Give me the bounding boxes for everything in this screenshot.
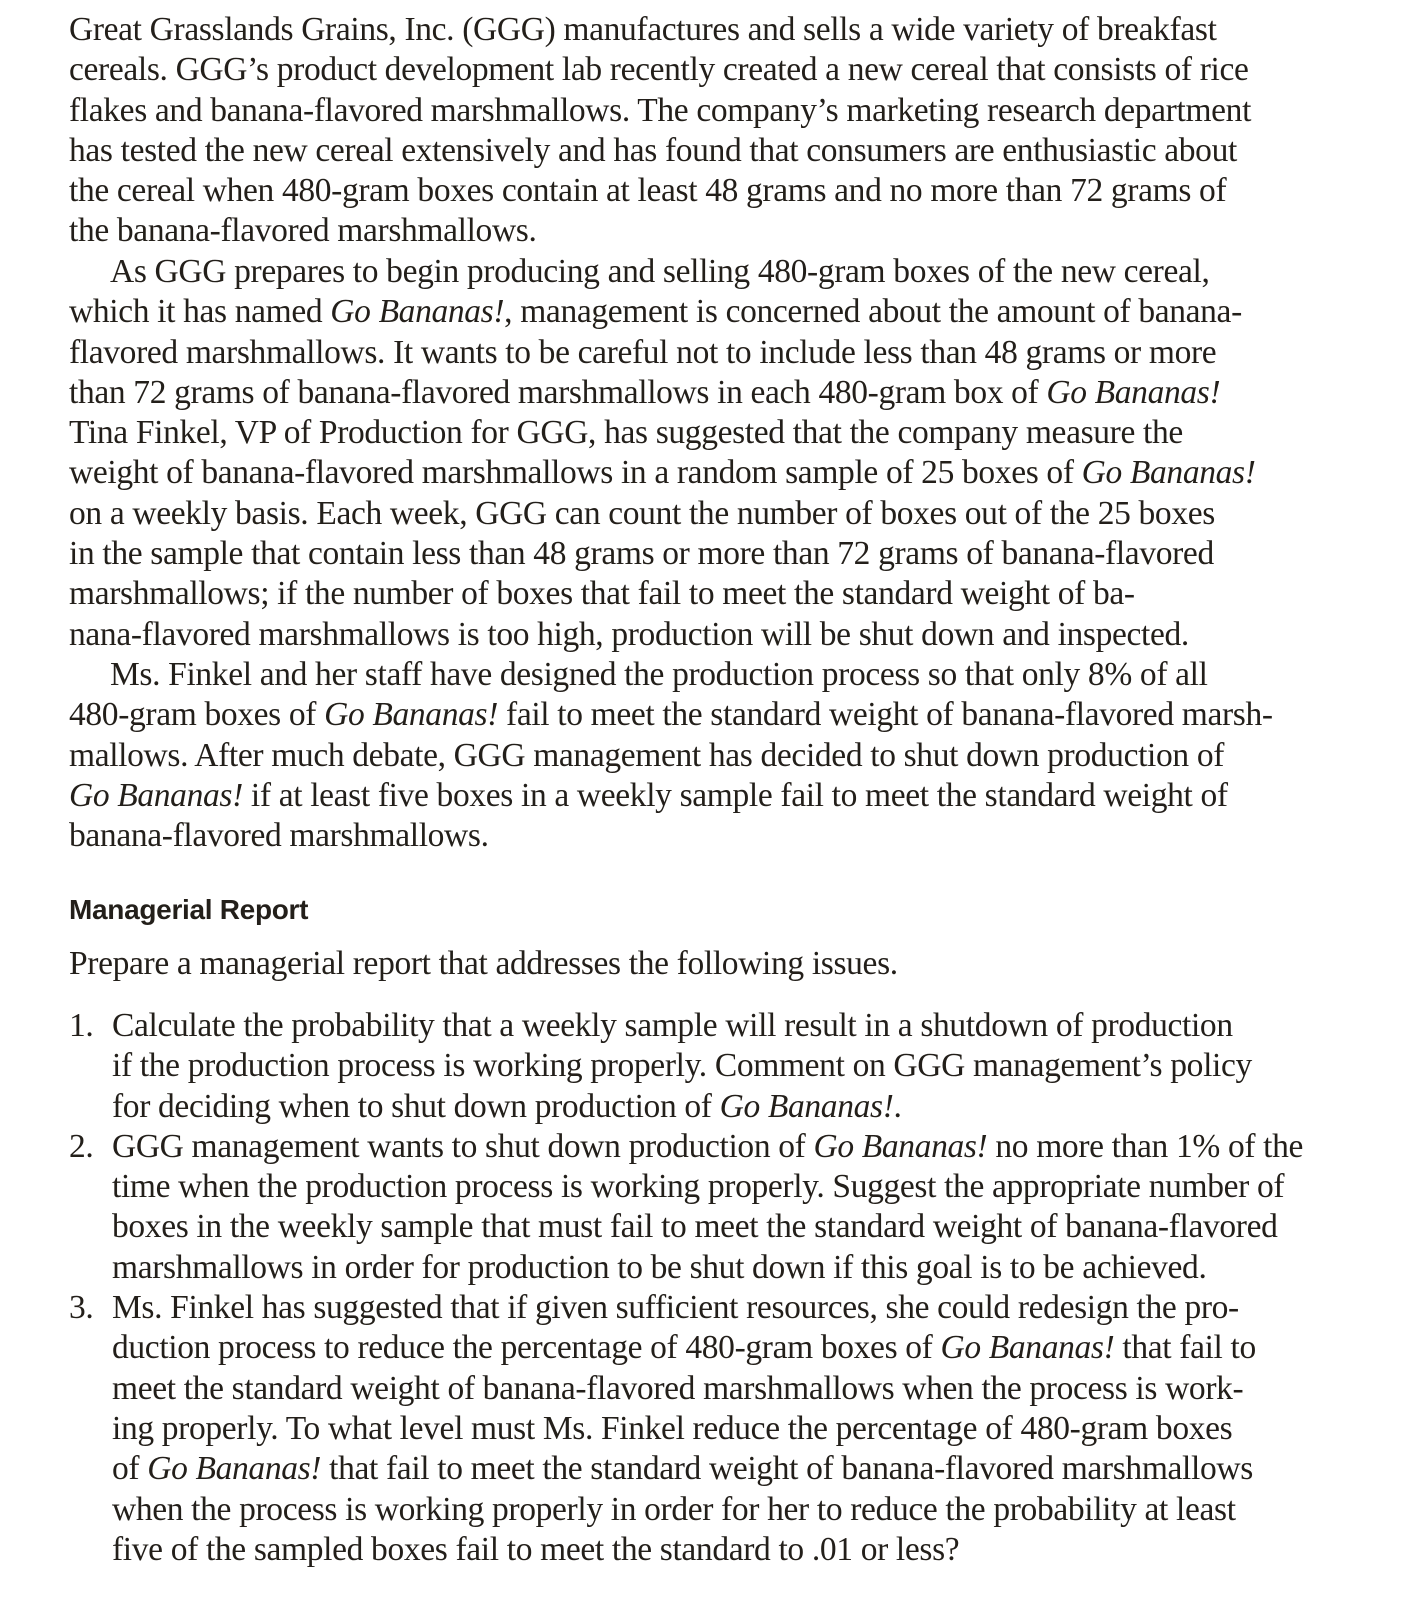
list-item bbox=[69, 1006, 1303, 1127]
text-run: As GGG prepares to begin producing and selling 480-gram boxes of the new cereal, bbox=[110, 253, 1210, 290]
text-line bbox=[112, 1530, 1303, 1570]
text-line bbox=[69, 574, 1256, 614]
text-line bbox=[69, 655, 1273, 695]
product-name: Go Bananas! bbox=[719, 1087, 894, 1125]
text-run: mallows. After much debate, GGG management has decided to shut down production of bbox=[69, 736, 1225, 774]
text-run: time when the production process is working properly. Suggest the appropriate number of bbox=[112, 1168, 1285, 1206]
text-run: boxes in the weekly sample that must fail to meet the standard weight of banana-flavored bbox=[112, 1208, 1278, 1246]
text-line bbox=[69, 453, 1256, 493]
text-line: the banana-flavored marshmallows. bbox=[69, 212, 537, 250]
text-run: in the sample that contain less than 48 grams or more than 72 grams of banana-flavored bbox=[69, 535, 1214, 573]
report-intro bbox=[69, 944, 898, 984]
list-number: 2. bbox=[69, 1127, 94, 1165]
text-run: on a weekly basis. Each week, GGG can count the number of boxes out of the 25 boxes bbox=[69, 494, 1215, 532]
text-line: cereals. GGG’s product development lab recently created a new cereal that consists of rice bbox=[69, 51, 1249, 89]
text-run: if the production process is working properly. Comment on GGG management’s policy bbox=[112, 1047, 1252, 1085]
text-line bbox=[69, 776, 1273, 816]
section-heading: Managerial Report bbox=[69, 894, 309, 925]
text-line bbox=[112, 1248, 1303, 1288]
text-line: Prepare a managerial report that addresses the following issues. bbox=[69, 945, 898, 982]
text-run: if at least five boxes in a weekly sample fail to meet the standard weight of bbox=[242, 776, 1228, 814]
text-line: the cereal when 480-gram boxes contain at least 48 grams and no more than 72 grams of bbox=[69, 172, 1227, 210]
text-run: Ms. Finkel has suggested that if given sufficient resources, she could redesign the pro- bbox=[112, 1289, 1239, 1327]
list-number: 1. bbox=[69, 1007, 94, 1044]
text-line bbox=[69, 615, 1256, 655]
text-run: ing properly. To what level must Ms. Finkel reduce the percentage of 480-gram boxes bbox=[112, 1409, 1233, 1447]
text-line bbox=[112, 1328, 1303, 1368]
case-paragraph-2 bbox=[69, 252, 1256, 655]
text-line bbox=[112, 1167, 1303, 1207]
product-name: Go Bananas! bbox=[330, 293, 505, 331]
text-line bbox=[112, 1127, 1303, 1167]
text-run: when the process is working properly in order for her to reduce the probability at least bbox=[112, 1490, 1236, 1528]
text-line bbox=[112, 1207, 1303, 1247]
text-line bbox=[69, 816, 1273, 856]
text-line bbox=[69, 534, 1256, 574]
text-run: 480-gram boxes of bbox=[69, 696, 325, 734]
text-run: nana-flavored marshmallows is too high, production will be shut down and inspected. bbox=[69, 615, 1189, 653]
text-run: flavored marshmallows. It wants to be careful not to include less than 48 grams or more bbox=[69, 333, 1217, 371]
text-line bbox=[112, 1046, 1303, 1086]
text-run: banana-flavored marshmallows. bbox=[69, 817, 489, 855]
text-run: Ms. Finkel and her staff have designed the production process so that only 8% of all bbox=[110, 656, 1208, 693]
text-run: marshmallows; if the number of boxes that fail to meet the standard weight of ba- bbox=[69, 575, 1135, 613]
text-line bbox=[69, 333, 1256, 373]
list-number: 3. bbox=[69, 1289, 94, 1327]
text-line bbox=[112, 1006, 1303, 1046]
text-run: that fail to bbox=[1114, 1329, 1256, 1367]
text-run: , management is concerned about the amount of banana- bbox=[504, 293, 1242, 331]
product-name: Go Bananas! bbox=[1081, 454, 1256, 492]
list-item bbox=[69, 1127, 1303, 1288]
text-line bbox=[69, 373, 1256, 413]
report-issues-list bbox=[69, 1006, 1303, 1570]
text-run: five of the sampled boxes fail to meet the standard to .01 or less? bbox=[112, 1530, 960, 1568]
text-line bbox=[69, 292, 1256, 332]
text-line bbox=[112, 1409, 1303, 1449]
text-run: fail to meet the standard weight of banana-flavored marsh- bbox=[498, 696, 1273, 734]
text-run: . bbox=[893, 1087, 902, 1125]
text-line bbox=[112, 1087, 1303, 1127]
text-line bbox=[112, 1288, 1303, 1328]
text-run: weight of banana-flavored marshmallows in a random sample of 25 boxes of bbox=[69, 454, 1082, 492]
product-name: Go Bananas! bbox=[147, 1450, 322, 1488]
text-line bbox=[112, 1369, 1303, 1409]
text-line: Great Grasslands Grains, Inc. (GGG) manufactures and sells a wide variety of breakfast bbox=[69, 11, 1217, 48]
text-line bbox=[69, 252, 1256, 292]
text-line bbox=[69, 736, 1273, 776]
product-name: Go Bananas! bbox=[813, 1127, 988, 1165]
text-run: Tina Finkel, VP of Production for GGG, has suggested that the company measure the bbox=[69, 414, 1183, 452]
text-run: GGG management wants to shut down production of bbox=[112, 1127, 814, 1165]
product-name: Go Bananas! bbox=[324, 696, 498, 734]
text-line bbox=[69, 413, 1256, 453]
text-run: meet the standard weight of banana-flavored marshmallows when the process is work- bbox=[112, 1369, 1244, 1407]
list-item bbox=[69, 1288, 1303, 1570]
text-line bbox=[112, 1490, 1303, 1530]
text-run: marshmallows in order for production to be shut down if this goal is to be achieved. bbox=[112, 1248, 1207, 1286]
text-line: flakes and banana-flavored marshmallows. The company’s marketing research department bbox=[69, 91, 1252, 129]
text-line bbox=[69, 695, 1273, 735]
text-line: has tested the new cereal extensively and has found that consumers are enthusiastic about bbox=[69, 131, 1237, 169]
text-run: than 72 grams of banana-flavored marshmallows in each 480-gram box of bbox=[69, 373, 1047, 411]
text-run: duction process to reduce the percentage of 480-gram boxes of bbox=[112, 1329, 941, 1367]
text-run: of bbox=[112, 1450, 148, 1488]
text-run: no more than 1% of the bbox=[987, 1127, 1304, 1165]
text-line bbox=[112, 1449, 1303, 1489]
case-paragraph-3 bbox=[69, 655, 1273, 856]
product-name: Go Bananas! bbox=[69, 776, 243, 814]
case-paragraph-1 bbox=[69, 10, 1251, 252]
text-run: which it has named bbox=[69, 293, 331, 331]
product-name: Go Bananas! bbox=[1046, 373, 1221, 411]
text-line bbox=[69, 494, 1256, 534]
text-run: for deciding when to shut down production of bbox=[112, 1087, 720, 1125]
text-run: Calculate the probability that a weekly sample will result in a shutdown of production bbox=[112, 1007, 1233, 1044]
text-run: that fail to meet the standard weight of banana-flavored marshmallows bbox=[321, 1450, 1253, 1488]
product-name: Go Bananas! bbox=[940, 1329, 1115, 1367]
